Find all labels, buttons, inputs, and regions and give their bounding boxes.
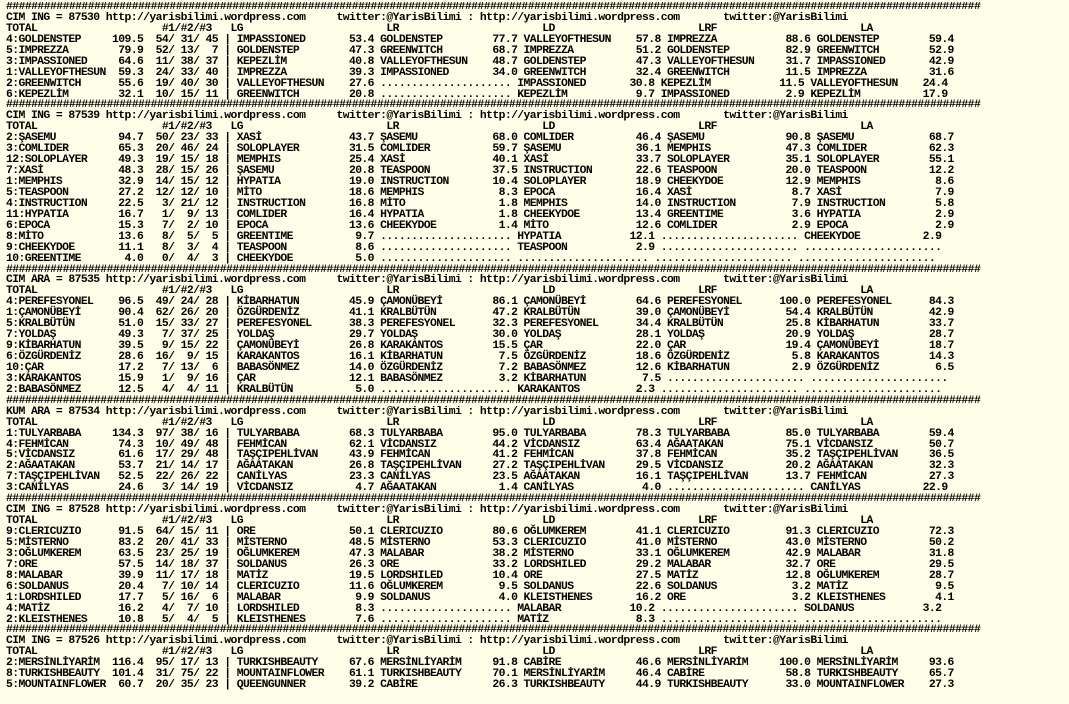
section-divider: ########################################################################################################################################################### [6,263,981,276]
result-row: 7:YOLDAŞ 49.3 7/ 37/ 25 | YOLDAŞ 29.7 YOLDAŞ 30.0 YOLDAŞ 28.1 YOLDAŞ 20.9 YOLDAŞ 28.7 [6,329,954,342]
result-row: 5:KRALBÜTÜN 51.0 15/ 33/ 27 | PEREFESYONEL 38.3 PEREFESYONEL 32.3 PEREFESYONEL 34.4 KRALBÜTÜN 25.8 KİBARHATUN 33.7 [6,318,954,331]
result-row: 4:FEHMİCAN 74.3 10/ 49/ 48 | FEHMİCAN 62.1 VİCDANSIZ 44.2 VİCDANSIZ 63.4 AĞAATAKAN 75.1 VİCDANSIZ 50.7 [6,438,954,451]
result-row: 6:SOLDANUS 20.4 7/ 10/ 14 | CLERICUZIO 11.6 OĞLUMKEREM 9.5 SOLDANUS 22.6 SOLDANUS 3.2 MATİZ 9.5 [6,580,954,593]
result-row: 5:MİSTERNO 83.2 20/ 41/ 33 | MİSTERNO 48.5 MİSTERNO 53.3 CLERICUZIO 41.0 MİSTERNO 43.0 MİSTERNO 50.2 [6,536,954,549]
result-row: 7:XASİ 48.3 28/ 15/ 26 | ŞASEMU 20.8 TEASPOON 37.5 INSTRUCTION 22.6 TEASPOON 20.0 TEASPOON 12.2 [6,165,954,178]
result-row: 1:MEMPHIS 32.9 14/ 15/ 12 | HYPATIA 19.0 INSTRUCTION 10.4 SOLOPLAYER 18.9 CHEEKYDOE 12.9 MEMPHIS 8.6 [6,176,954,188]
result-row: 3:OĞLUMKEREM 63.5 23/ 25/ 19 | OĞLUMKEREM 47.3 MALABAR 38.2 MİSTERNO 33.1 OĞLUMKEREM 42.9 MALABAR 31.8 [6,547,954,560]
race-header-line: CIM ING = 87539 http://yarisbilimi.wordpress.com twitter:@YarisBilimi : http://yarisbilimi.wordpress.com twitter:@YarisBilimi [6,110,848,123]
result-row: 5:TEASPOON 27.2 12/ 12/ 10 | MİTO 18.6 MEMPHIS 8.3 EPOCA 16.4 XASİ 8.7 XASİ 7.9 [6,186,954,199]
result-row: 9:CLERICUZIO 91.5 64/ 15/ 11 | ORE 50.1 CLERICUZIO 80.6 OĞLUMKEREM 41.1 CLERICUZIO 91.3 CLERICUZIO 72.3 [6,526,954,538]
result-row: 7:ORE 57.5 14/ 18/ 37 | SOLDANUS 26.3 ORE 33.2 LORDSHILED 29.2 MALABAR 32.7 ORE 29.5 [6,558,954,571]
result-row: 9:CHEEKYDOE 11.1 8/ 3/ 4 | TEASPOON 8.6 ..................... TEASPOON 2.9 ...................... ...................... [6,241,942,254]
result-row: 5:MOUNTAINFLOWER 60.7 20/ 35/ 23 | QUEENGUNNER 39.2 CABİRE 26.3 TURKISHBEAUTY 44.9 TURKISHBEAUTY 33.0 MOUNTAINFLOWER 27.3 [6,679,954,692]
result-row: 5:IMPREZZA 79.9 52/ 13/ 7 | GOLDENSTEP 47.3 GREENWITCH 68.7 IMPREZZA 51.2 GOLDENSTEP 82.9 GREENWITCH 52.9 [6,44,954,57]
result-row: 3:COMLIDER 65.3 20/ 46/ 24 | SOLOPLAYER 31.5 COMLIDER 59.7 ŞASEMU 36.1 MEMPHIS 47.3 COMLIDER 62.3 [6,143,954,156]
result-row: 10:ÇAR 17.2 7/ 13/ 6 | BABASÖNMEZ 14.0 ÖZGÜRDENİZ 7.2 BABASÖNMEZ 12.6 KİBARHATUN 2.9 ÖZGÜRDENİZ 6.5 [6,361,954,374]
result-row: 6:EPOCA 15.3 7/ 2/ 10 | EPOCA 13.6 CHEEKYDOE 1.4 MİTO 12.6 COMLIDER 2.9 EPOCA 2.9 [6,219,954,232]
result-row: 8:MİTO 13.6 8/ 5/ 5 | GREENTIME 9.7 ..................... HYPATIA 12.1 ...................... CHEEKYDOE 2.9 [6,230,942,243]
result-row: 12:SOLOPLAYER 49.3 19/ 15/ 18 | MEMPHIS 25.4 XASİ 40.1 XASİ 33.7 SOLOPLAYER 35.1 SOLOPLAYER 55.1 [6,154,954,167]
result-row: 2:MERSİNLİYARİM 116.4 95/ 17/ 13 | TURKISHBEAUTY 67.6 MERSİNLİYARİM 91.8 CABİRE 46.6 MERSİNLİYARİM 100.0 MERSİNLİYARİM 93.6 [6,657,954,670]
section-divider: ########################################################################################################################################################### [6,2,981,13]
result-row: 6:ÖZGÜRDENİZ 28.6 16/ 9/ 15 | KARAKANTOS 16.1 KİBARHATUN 7.5 ÖZGÜRDENİZ 18.6 ÖZGÜRDENİZ 5.8 KARAKANTOS 14.3 [6,351,954,363]
result-row: 3:CANİLYAS 24.6 3/ 14/ 19 | VİCDANSIZ 4.7 AĞAATAKAN 1.4 CANİLYAS 4.0 ...................... CANİLYAS 22.9 [6,482,948,495]
result-row: 3:KARAKANTOS 15.9 1/ 9/ 16 | ÇAR 12.1 BABASÖNMEZ 3.2 KİBARHATUN 7.5 ...................... ...................... [6,372,948,385]
section-divider: ########################################################################################################################################################### [6,99,981,112]
result-row: 2:GREENWITCH 55.6 19/ 40/ 30 | VALLEYOFTHESUN 27.6 ..................... IMPASSIONED 30.8 KEPEZLİM 11.5 VALLEYOFTHESUN 24.4 [6,77,948,90]
result-row: 5:VİCDANSIZ 61.6 17/ 29/ 48 | TAŞÇIPEHLİVAN 43.9 FEHMİCAN 41.2 FEHMİCAN 37.8 FEHMİCAN 35.2 TAŞÇIPEHLİVAN 36.5 [6,449,954,462]
result-row: 2:KLEISTHENES 10.8 5/ 4/ 5 | KLEISTHENES 7.6 ..................... MATİZ 8.3 ...................... ...................... [6,613,942,626]
section-divider: ########################################################################################################################################################### [6,493,981,506]
column-header-row: TOTAL #1/#2/#3 LG LR LD LRF LA [6,646,873,659]
result-row: 4:GOLDENSTEP 109.5 54/ 31/ 45 | IMPASSIONED 53.4 GOLDENSTEP 77.7 VALLEYOFTHESUN 57.8 IMPREZZA 88.6 GOLDENSTEP 59.4 [6,33,954,46]
section-divider: ########################################################################################################################################################### [6,394,981,407]
result-row: 11:HYPATIA 16.7 1/ 9/ 13 | COMLIDER 16.4 HYPATIA 1.8 CHEEKYDOE 13.4 GREENTIME 3.6 HYPATIA 2.9 [6,208,954,221]
column-header-row: TOTAL #1/#2/#3 LG LR LD LRF LA [6,22,873,35]
race-header-line: CIM ING = 87530 http://yarisbilimi.wordpress.com twitter:@YarisBilimi : http://yarisbilimi.wordpress.com twitter:@YarisBilimi [6,11,848,24]
result-row: 1:TULYARBABA 134.3 97/ 38/ 16 | TULYARBABA 68.3 TULYARBABA 95.0 TULYARBABA 78.3 TULYARBABA 85.0 TULYARBABA 59.4 [6,427,954,440]
column-header-row: TOTAL #1/#2/#3 LG LR LD LRF LA [6,285,873,298]
result-row: 2:ŞASEMU 94.7 50/ 23/ 33 | XASİ 43.7 ŞASEMU 68.0 COMLIDER 46.4 ŞASEMU 90.8 ŞASEMU 68.7 [6,132,954,145]
result-row: 4:INSTRUCTION 22.5 3/ 21/ 12 | INSTRUCTION 16.8 MİTO 1.8 MEMPHIS 14.0 INSTRUCTION 7.9 INSTRUCTION 5.8 [6,197,954,210]
result-row: 4:MATİZ 16.2 4/ 7/ 10 | LORDSHILED 8.3 ..................... MALABAR 10.2 ...................... SOLDANUS 3.2 [6,602,942,615]
column-header-row: TOTAL #1/#2/#3 LG LR LD LRF LA [6,515,873,528]
race-header-line: CIM ING = 87526 http://yarisbilimi.wordpress.com twitter:@YarisBilimi : http://yarisbilimi.wordpress.com twitter:@YarisBilimi [6,635,848,648]
result-row: 2:AĞAATAKAN 53.7 21/ 14/ 17 | AĞAATAKAN 26.8 TAŞÇIPEHLİVAN 27.2 TAŞÇIPEHLİVAN 29.5 VİCDANSIZ 20.2 AĞAATAKAN 32.3 [6,460,954,473]
result-row: 4:PEREFESYONEL 96.5 49/ 24/ 28 | KİBARHATUN 45.9 ÇAMONÜBEYİ 86.1 ÇAMONÜBEYİ 64.6 PEREFESYONEL 100.0 PEREFESYONEL 84.3 [6,296,954,309]
race-header-line: KUM ARA = 87534 http://yarisbilimi.wordpress.com twitter:@YarisBilimi : http://yarisbilimi.wordpress.com twitter:@YarisBilimi [6,405,848,418]
column-header-row: TOTAL #1/#2/#3 LG LR LD LRF LA [6,416,873,429]
race-header-line: CIM ING = 87528 http://yarisbilimi.wordpress.com twitter:@YarisBilimi : http://yarisbilimi.wordpress.com twitter:@YarisBilimi [6,504,848,517]
result-row: 9:KİBARHATUN 39.5 9/ 15/ 22 | ÇAMONÜBEYİ 26.8 KARAKANTOS 15.5 ÇAR 22.0 ÇAR 19.4 ÇAMONÜBEYİ 18.7 [6,340,954,353]
result-row: 3:IMPASSIONED 64.6 11/ 38/ 37 | KEPEZLİM 40.8 VALLEYOFTHESUN 48.7 GOLDENSTEP 47.3 VALLEYOFTHESUN 31.7 IMPASSIONED 42.9 [6,55,954,68]
result-row: 8:TURKISHBEAUTY 101.4 31/ 75/ 22 | MOUNTAINFLOWER 61.1 TURKISHBEAUTY 70.1 MERSİNLİYARİM 46.4 CABİRE 58.8 TURKISHBEAUTY 65.7 [6,668,954,681]
result-row: 7:TAŞÇIPEHLİVAN 52.5 22/ 26/ 22 | CANİLYAS 23.3 CANİLYAS 23.5 AĞAATAKAN 16.1 TAŞÇIPEHLİVAN 13.7 FEHMİCAN 27.3 [6,471,954,484]
result-row: 6:KEPEZLİM 32.1 10/ 15/ 11 | GREENWITCH 20.8 ..................... KEPEZLİM 9.7 IMPASSIONED 2.9 KEPEZLİM 17.9 [6,88,948,101]
result-row: 8:MALABAR 39.9 11/ 17/ 18 | MATİZ 19.5 LORDSHILED 10.4 ORE 27.5 MATİZ 12.8 OĞLUMKEREM 28.7 [6,569,954,582]
race-stats-text-page [6,2,1069,704]
result-row: 10:GREENTIME 4.0 0/ 4/ 3 | CHEEKYDOE 5.0 ..................... ..................... ...................... ...................... [6,252,936,265]
result-row: 1:ÇAMONÜBEYİ 90.4 62/ 26/ 20 | ÖZGÜRDENİZ 41.1 KRALBÜTÜN 47.2 KRALBÜTÜN 39.0 ÇAMONÜBEYİ 54.4 KRALBÜTÜN 42.9 [6,307,954,320]
race-header-line: CIM ARA = 87535 http://yarisbilimi.wordpress.com twitter:@YarisBilimi : http://yarisbilimi.wordpress.com twitter:@YarisBilimi [6,274,848,287]
result-row: 1:VALLEYOFTHESUN 59.3 24/ 33/ 40 | IMPREZZA 39.3 IMPASSIONED 34.0 GREENWITCH 32.4 GREENWITCH 11.5 IMPREZZA 31.6 [6,66,954,79]
column-header-row: TOTAL #1/#2/#3 LG LR LD LRF LA [6,121,873,134]
result-row: 2:BABASÖNMEZ 12.5 4/ 4/ 11 | KRALBÜTÜN 5.0 ..................... KARAKANTOS 2.3 ...................... ...................... [6,383,942,396]
section-divider: ########################################################################################################################################################### [6,624,981,637]
result-row: 1:LORDSHILED 17.7 5/ 16/ 6 | MALABAR 9.9 SOLDANUS 4.0 KLEISTHENES 16.2 ORE 3.2 KLEISTHENES 4.1 [6,591,954,604]
